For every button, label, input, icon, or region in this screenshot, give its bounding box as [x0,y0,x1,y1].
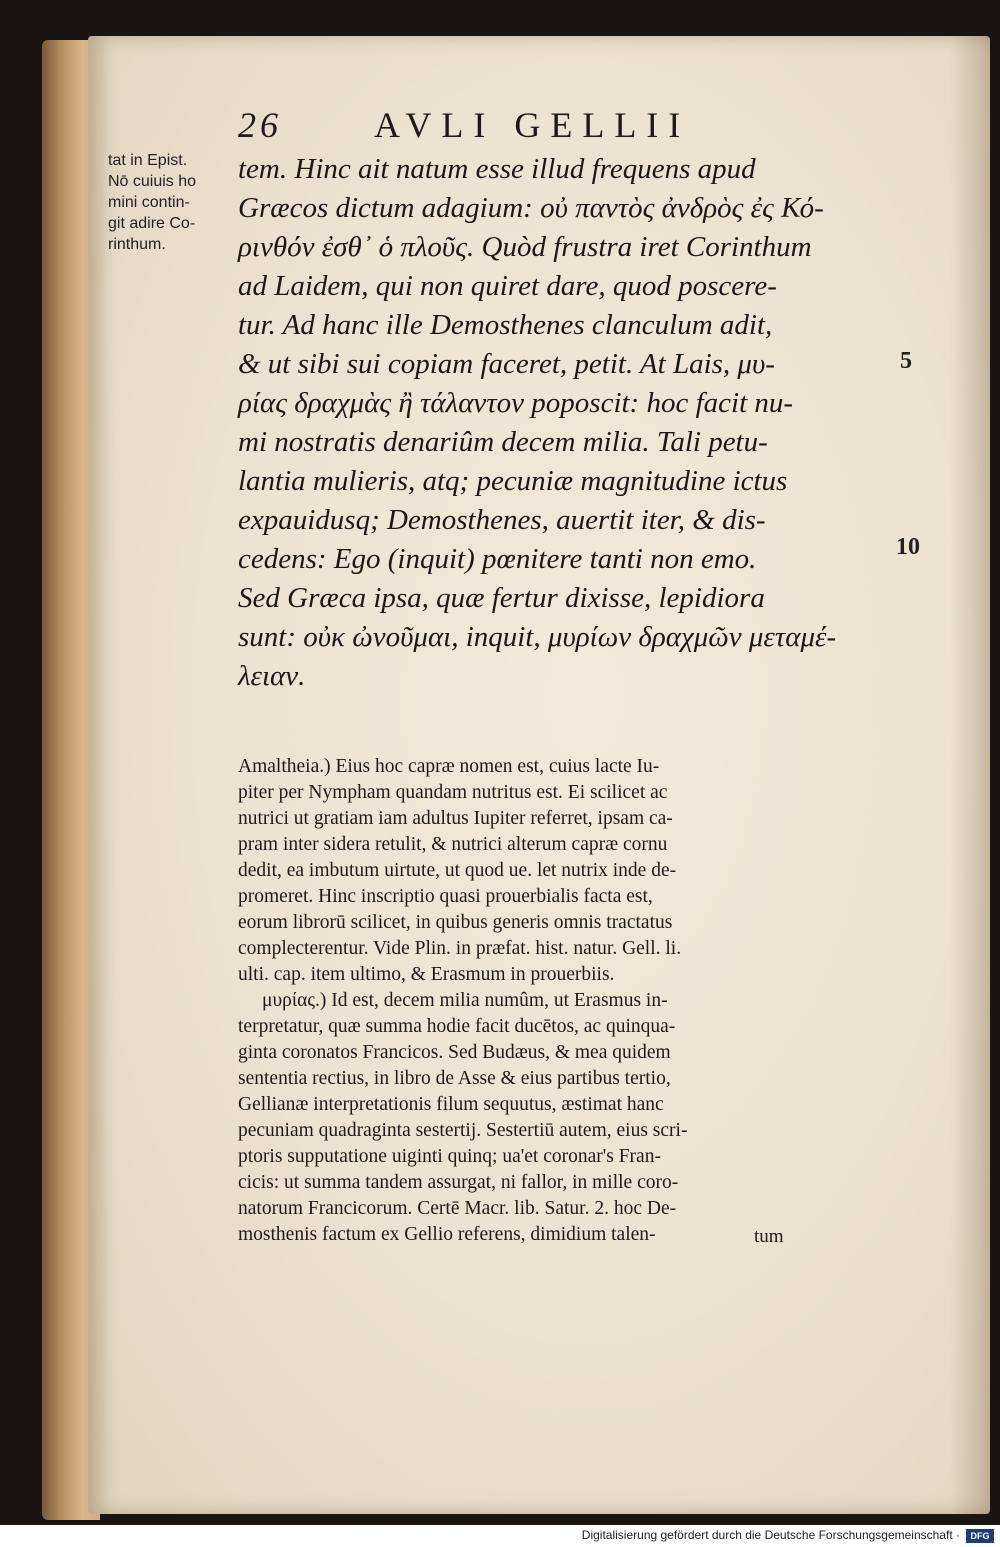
commentary-line: natorum Francicorum. Certē Macr. lib. Satur. 2. hoc De- [238,1198,677,1219]
commentary-line: piter per Nympham quandam nutritus est. Ei scilicet ac [238,782,668,803]
text-line: tem. Hinc ait natum esse illud frequens apud [238,153,756,185]
line-marker-10: 10 [896,534,920,560]
text-line: λειαν. [238,660,306,692]
main-text [238,150,898,696]
text-line: Græcos dictum adagium: οὐ παντὸς ἀνδρὸς ἐς Κό- [238,192,824,224]
text-line: ρινθόν ἐσθ᾽ ὁ πλοῦς. Quòd frustra iret Corinthum [238,231,812,263]
commentary-line: terpretatur, quæ summa hodie facit ducētos, ac quinqua- [238,1016,676,1037]
text-line: lantia mulieris, atq; pecuniæ magnitudine ictus [238,465,788,497]
commentary-line: dedit, ea imbutum uirtute, ut quod ue. let nutrix inde de- [238,860,677,881]
catchword: tum [754,1226,784,1247]
commentary-line: eorum librorū scilicet, in quibus generis omnis tractatus [238,912,673,933]
commentary-line: mosthenis factum ex Gellio referens, dimidium talen- [238,1224,656,1245]
text-line: sunt: οὐκ ὠνοῦμαι, inquit, μυρίων δραχμῶν μεταμέ- [238,621,837,653]
commentary-line: ginta coronatos Francicos. Sed Budæus, & mea quidem [238,1042,671,1063]
commentary-line: nutrici ut gratiam iam adultus Iupiter referret, ipsam ca- [238,808,673,829]
commentary-line: ulti. cap. item ultimo, & Erasmum in prouerbiis. [238,964,615,985]
commentary-line: pecuniam quadraginta sestertij. Sestertiū autem, eius scri- [238,1120,688,1141]
margin-note [108,150,228,255]
footer-bar [0,1525,1000,1547]
page-number: 26 [238,105,282,145]
gutter-shadow [950,36,990,1514]
margin-note-line: Nō cuiuis ho [108,173,197,190]
commentary-line: Gellianæ interpretationis filum sequutus, æstimat hanc [238,1094,664,1115]
margin-note-line: git adire Co- [108,215,196,232]
margin-note-line: mini contin- [108,194,190,211]
commentary-line: μυρίας.) Id est, decem milia numûm, ut Erasmus in- [262,990,668,1011]
text-line: ρίας δραχμὰς ἢ τάλαντον poposcit: hoc facit nu- [238,387,794,419]
text-line: mi nostratis denariûm decem milia. Tali petu- [238,426,768,458]
commentary-line: pram inter sidera retulit, & nutrici alterum capræ cornu [238,834,668,855]
text-line: Sed Græca ipsa, quæ fertur dixisse, lepidiora [238,582,765,614]
commentary-line: Amaltheia.) Eius hoc capræ nomen est, cuius lacte Iu- [238,756,660,777]
running-title: AVLI GELLII [374,105,691,145]
commentary-line: sententia rectius, in libro de Asse & eius partibus tertio, [238,1068,671,1089]
footer-credit: Digitalisierung gefördert durch die Deutsche Forschungsgemeinschaft · [581,1528,960,1542]
commentary-line: complecterentur. Vide Plin. in præfat. hist. natur. Gell. li. [238,938,682,959]
commentary [238,714,878,1248]
text-line: & ut sibi sui copiam faceret, petit. At Lais, μυ- [238,348,775,380]
text-line: tur. Ad hanc ille Demosthenes clanculum adit, [238,309,773,341]
commentary-line: promeret. Hinc inscriptio quasi prouerbialis facta est, [238,886,653,907]
dfg-logo[interactable]: DFG [966,1529,994,1543]
text-line: cedens: Ego (inquit) pœnitere tanti non emo. [238,543,757,575]
margin-note-line: tat in Epist. [108,152,188,169]
commentary-line: ptoris supputatione uiginti quinq; ua'et coronar's Fran- [238,1146,661,1167]
text-line: ad Laidem, qui non quiret dare, quod poscere- [238,270,777,302]
line-marker-5: 5 [900,348,912,374]
commentary-line: cicis: ut summa tandem assurgat, ni fallor, in mille coro- [238,1172,679,1193]
margin-note-line: rinthum. [108,236,166,253]
text-line: expauidusq; Demosthenes, auertit iter, & dis- [238,504,766,536]
